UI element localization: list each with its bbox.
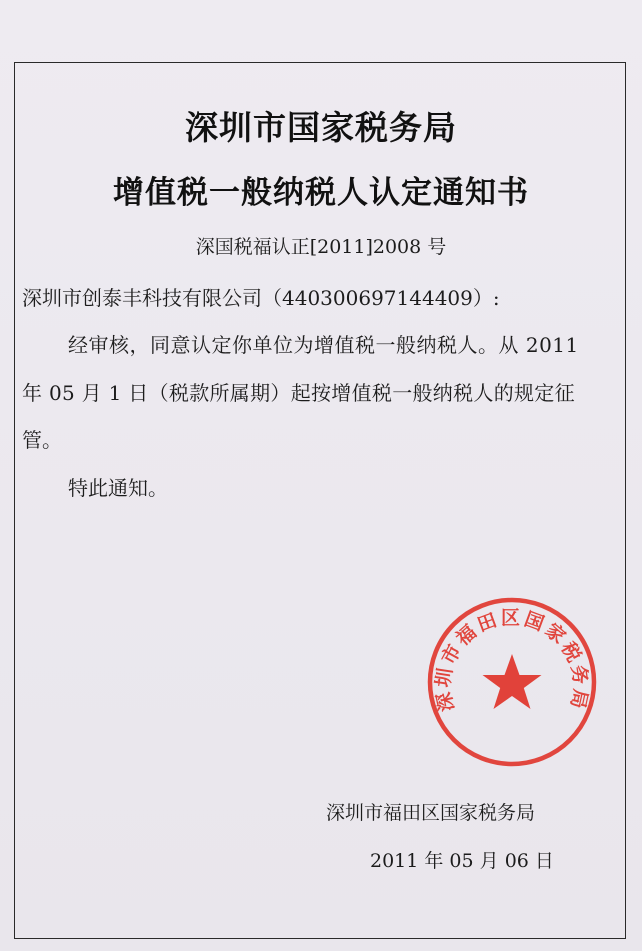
body-line-1: 经审核，同意认定你单位为增值税一般纳税人。从 2011 bbox=[68, 333, 579, 357]
document-title: 增值税一般纳税人认定通知书 bbox=[113, 175, 529, 211]
issuer-title: 深圳市国家税务局 bbox=[185, 108, 457, 147]
signature-date: 2011 年 05 月 06 日 bbox=[370, 850, 554, 872]
body-line-2: 年 05 月 1 日（税款所属期）起按增值税一般纳税人的规定征 bbox=[22, 381, 575, 405]
star-icon bbox=[483, 654, 542, 709]
addressee: 深圳市创泰丰科技有限公司（440300697144409）: bbox=[22, 286, 500, 310]
document-number: 深国税福认正[2011]2008 号 bbox=[195, 236, 447, 258]
official-seal bbox=[426, 596, 598, 768]
signature-organization: 深圳市福田区国家税务局 bbox=[326, 802, 536, 824]
closing-text: 特此通知。 bbox=[68, 476, 168, 500]
body-line-3: 管。 bbox=[22, 428, 62, 452]
seal-text: 深圳市福田区国家税务局 bbox=[432, 607, 592, 714]
